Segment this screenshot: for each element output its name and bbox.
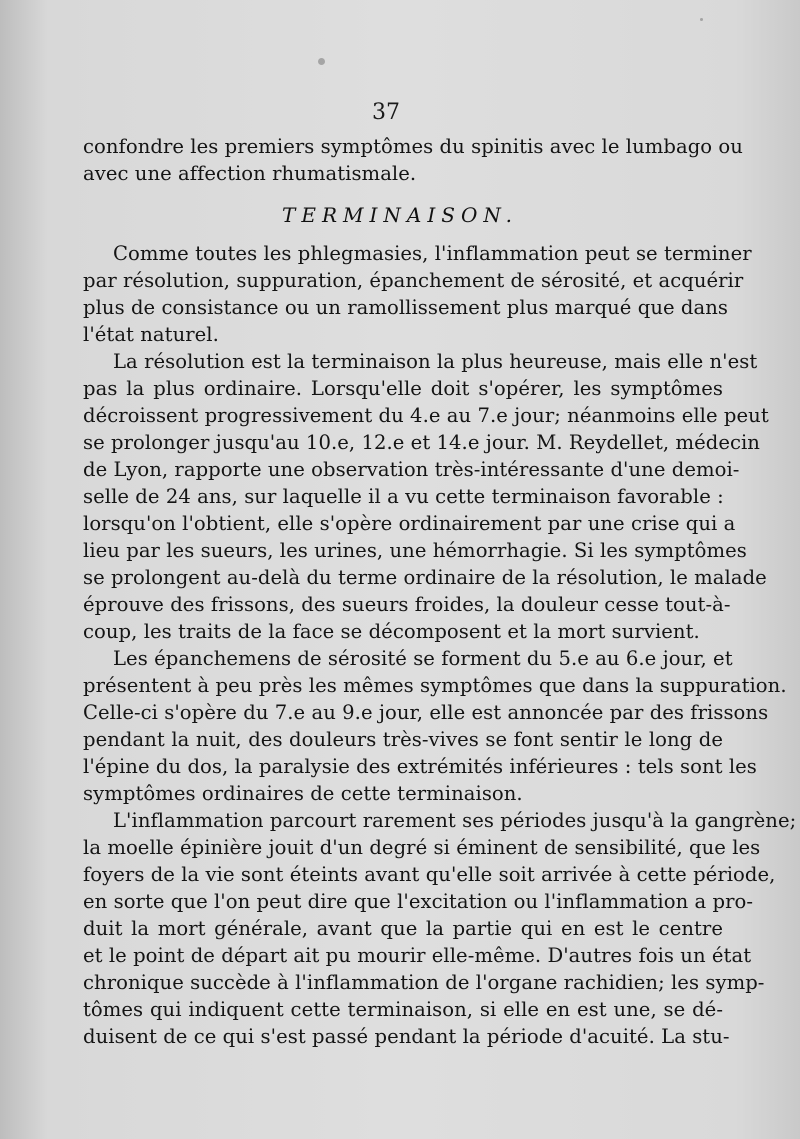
text-line: se prolonger jusqu'au 10.e, 12.e et 14.e jour. M. Reydellet, médecin — [83, 431, 760, 454]
text-line: coup, les traits de la face se décomposent et la mort survient. — [83, 620, 700, 643]
text-line: la moelle épinière jouit d'un degré si éminent de sensibilité, que les — [83, 836, 761, 859]
text-line: plus de consistance ou un ramollissement plus marqué que dans — [83, 296, 729, 319]
text-line: pas la plus ordinaire. Lorsqu'elle doit s'opérer, les symptômes — [83, 377, 723, 400]
text-line: La résolution est la terminaison la plus heureuse, mais elle n'est — [113, 350, 758, 373]
text-line: en sorte que l'on peut dire que l'excitation ou l'inflammation a pro- — [83, 890, 754, 913]
text-line: tômes qui indiquent cette terminaison, si elle en est une, se dé- — [83, 998, 723, 1021]
section-heading: TERMINAISON. — [282, 203, 518, 227]
text-line: symptômes ordinaires de cette terminaison. — [83, 782, 523, 805]
text-line: éprouve des frissons, des sueurs froides, la douleur cesse tout-à- — [83, 593, 731, 616]
paragraph-continuation — [83, 133, 743, 187]
text-line: confondre les premiers symptômes du spinitis avec le lumbago ou — [83, 135, 743, 158]
text-line: avec une affection rhumatismale. — [83, 162, 417, 185]
text-line: Comme toutes les phlegmasies, l'inflammation peut se terminer — [113, 242, 752, 265]
text-line: de Lyon, rapporte une observation très-intéressante d'une demoi- — [83, 458, 740, 481]
text-line: par résolution, suppuration, épanchement de sérosité, et acquérir — [83, 269, 744, 292]
text-line: lorsqu'on l'obtient, elle s'opère ordinairement par une crise qui a — [83, 512, 736, 535]
text-line: Les épanchemens de sérosité se forment du 5.e au 6.e jour, et — [113, 647, 733, 670]
paper-speck — [318, 58, 325, 65]
text-line: foyers de la vie sont éteints avant qu'elle soit arrivée à cette période, — [83, 863, 776, 886]
paragraph-phlegmasies — [83, 240, 752, 348]
text-line: chronique succède à l'inflammation de l'organe rachidien; les symp- — [83, 971, 765, 994]
text-line: lieu par les sueurs, les urines, une hémorrhagie. Si les symptômes — [83, 539, 747, 562]
text-line: l'épine du dos, la paralysie des extrémités inférieures : tels sont les — [83, 755, 757, 778]
text-line: et le point de départ ait pu mourir elle-même. D'autres fois un état — [83, 944, 752, 967]
page-number: 37 — [372, 100, 400, 125]
text-line: se prolongent au-delà du terme ordinaire de la résolution, le malade — [83, 566, 767, 589]
paragraph-epanchemens — [83, 645, 787, 807]
text-line: présentent à peu près les mêmes symptômes que dans la suppuration. — [83, 674, 787, 697]
text-line: L'inflammation parcourt rarement ses périodes jusqu'à la gangrène; — [113, 809, 797, 832]
text-line: duisent de ce qui s'est passé pendant la période d'acuité. La stu- — [83, 1025, 730, 1048]
text-line: duit la mort générale, avant que la partie qui en est le centre — [83, 917, 723, 940]
text-line: selle de 24 ans, sur laquelle il a vu cette terminaison favorable : — [83, 485, 724, 508]
paragraph-gangrene — [83, 807, 797, 1050]
text-line: décroissent progressivement du 4.e au 7.e jour; néanmoins elle peut — [83, 404, 769, 427]
paper-speck — [700, 18, 703, 21]
text-line: l'état naturel. — [83, 323, 219, 346]
text-line: pendant la nuit, des douleurs très-vives se font sentir le long de — [83, 728, 723, 751]
text-line: Celle-ci s'opère du 7.e au 9.e jour, elle est annoncée par des frissons — [83, 701, 769, 724]
paragraph-resolution — [83, 348, 769, 645]
